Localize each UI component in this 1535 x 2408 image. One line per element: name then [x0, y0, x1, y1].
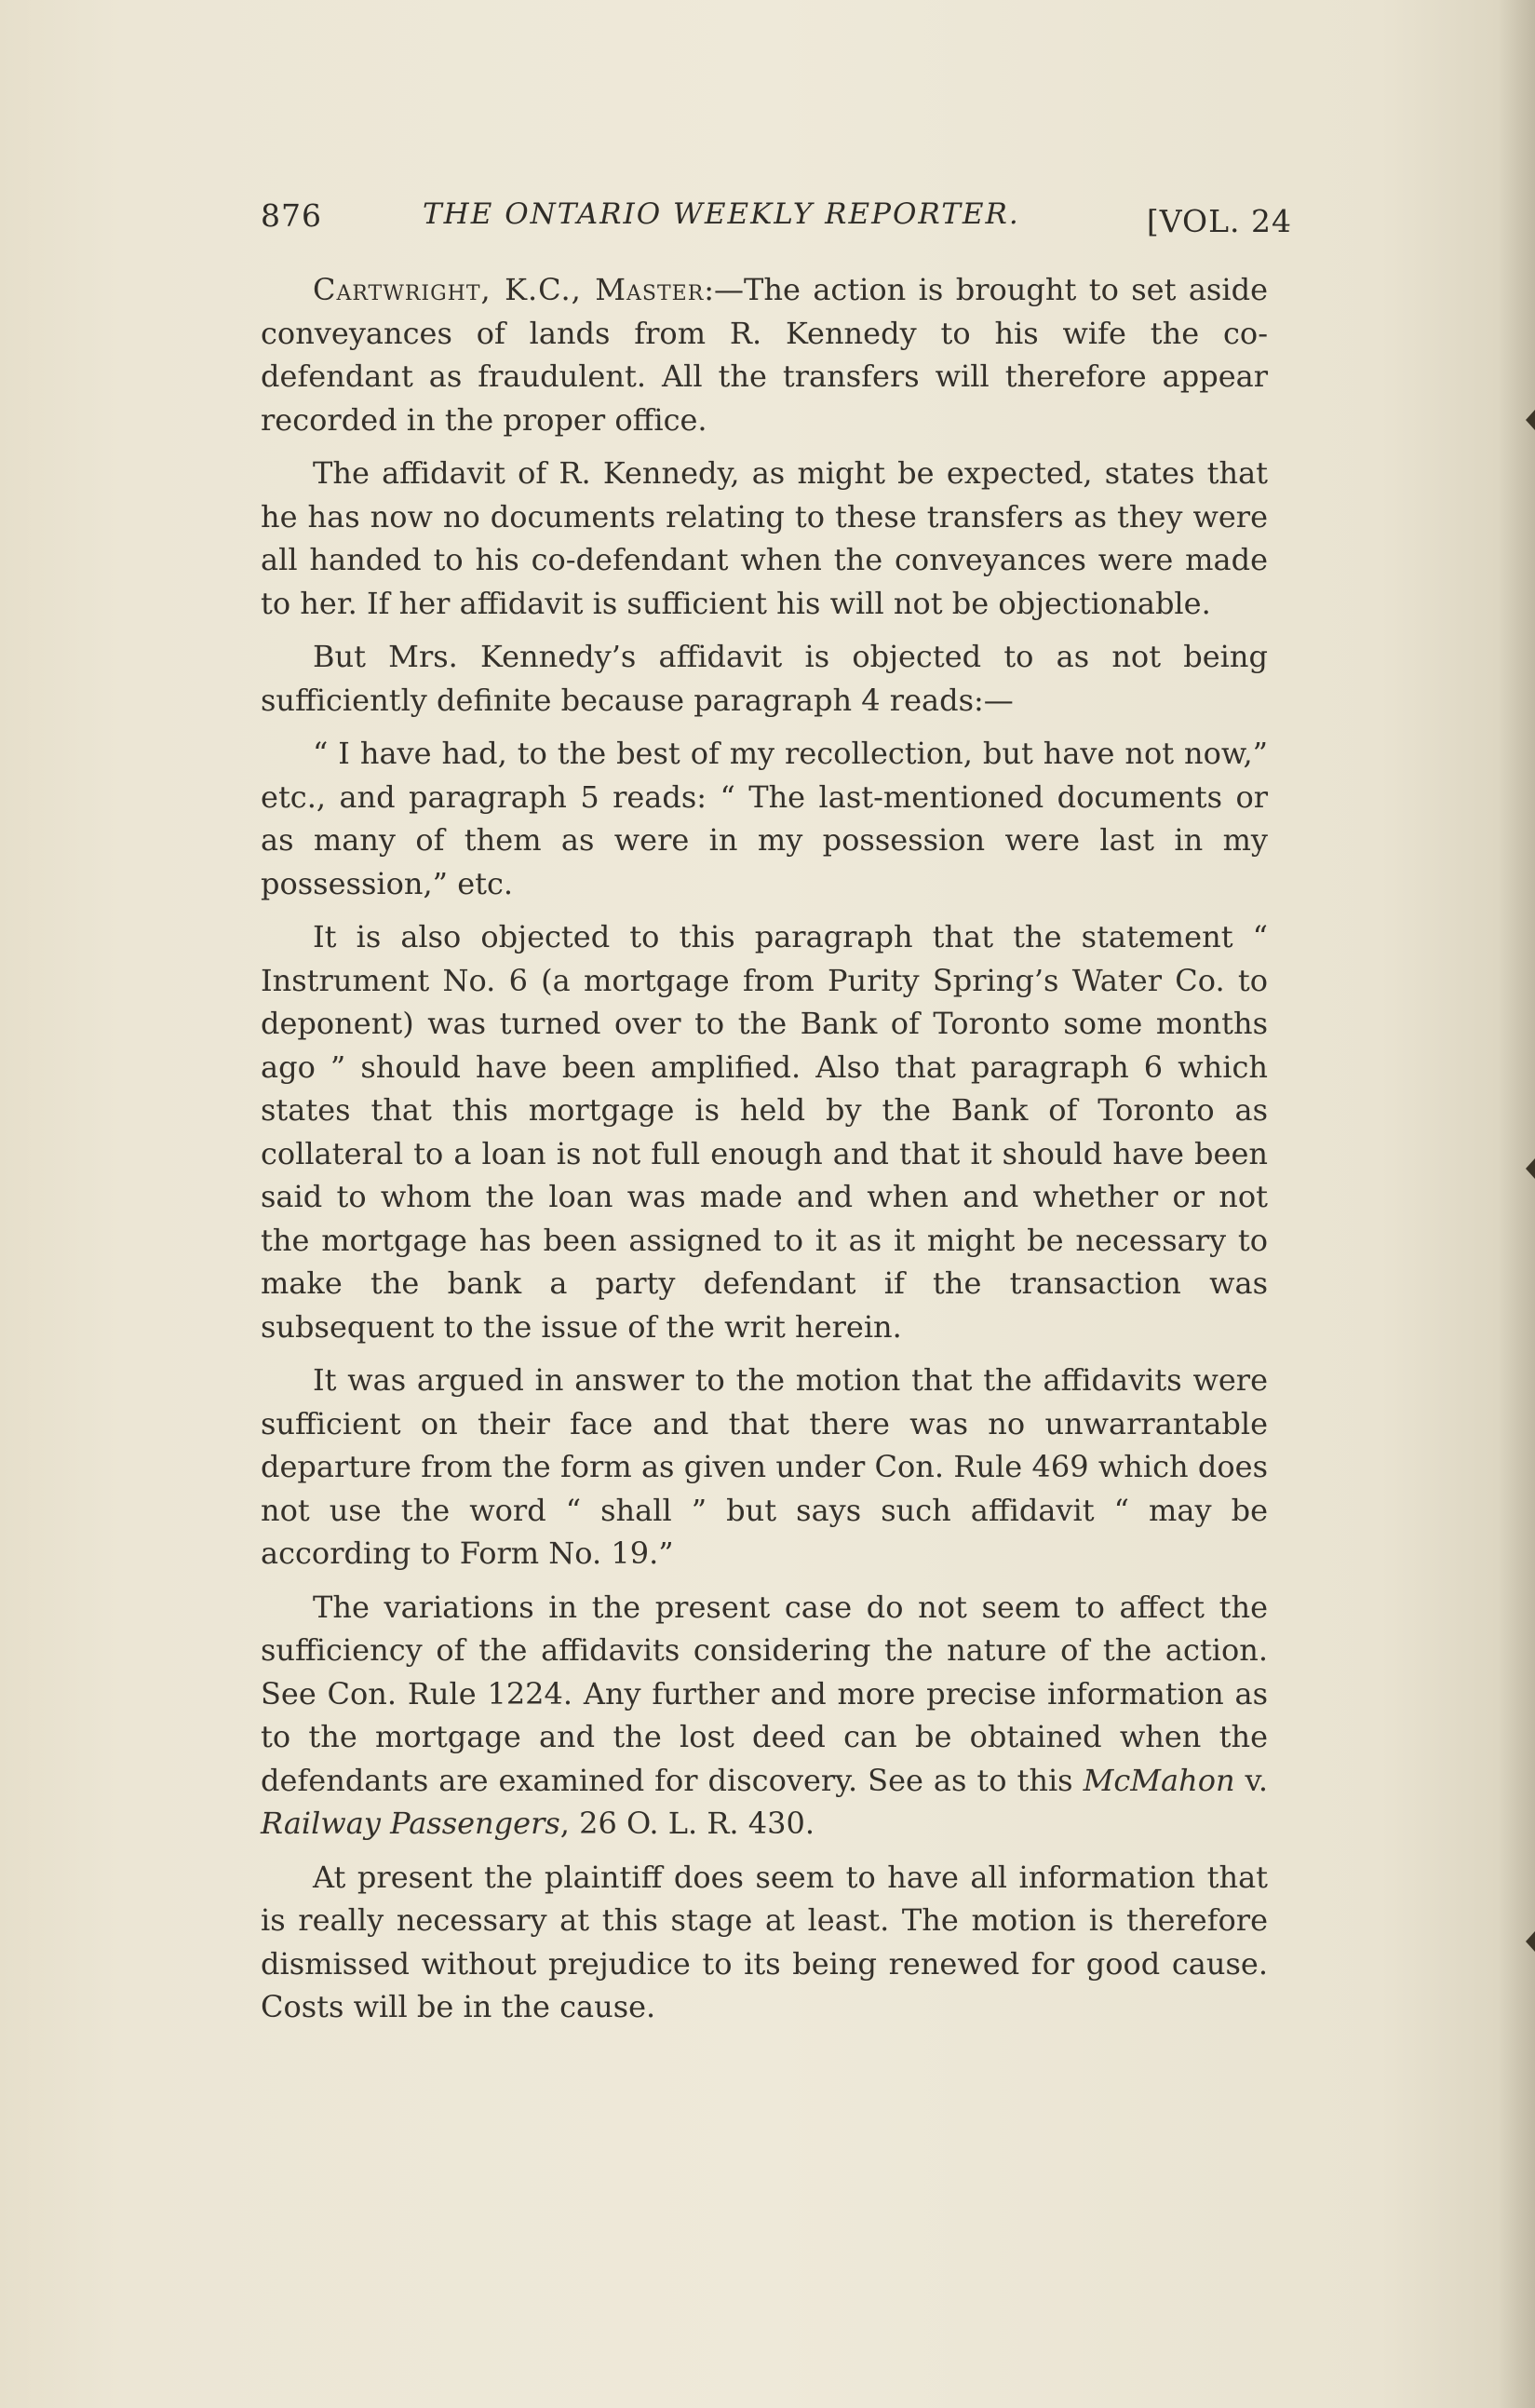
paragraph-4: “ I have had, to the best of my recollection, but have not now,” etc., and paragraph 5 reads: “ The last-mentioned documents or as many of them as were in my possession were last in my possession,” etc. [261, 736, 1268, 901]
running-title: THE ONTARIO WEEKLY REPORTER. [423, 197, 1020, 231]
speaker-name: Cartwright, K.C., Master [313, 272, 705, 307]
paragraph-1 [261, 268, 1268, 441]
paragraph-6: It was argued in answer to the motion that the affidavits were sufficient on their face and that there was no unwarrantable departure from the form as given under Con. Rule 469 which does not use the word “ shall ” but says such affidavit “ may be according to Form No. 19.” [261, 1362, 1268, 1571]
paragraph-2: The affidavit of R. Kennedy, as might be expected, states that he has now no documents relating to these transfers as they were all handed to his co-defendant when the conveyances were made to her. If her affidavit is sufficient his will not be objectionable. [261, 455, 1268, 621]
paragraph-3: But Mrs. Kennedy’s affidavit is objected to as not being sufficiently definite because paragraph 4 reads:— [261, 639, 1268, 718]
paragraph-8: At present the plaintiff does seem to have all information that is really necessary at this stage at least. The motion is therefore dismissed without prejudice to its being renewed for good cause. Costs will be in the cause. [261, 1859, 1268, 2024]
body-text [261, 268, 1268, 2039]
case-party-a: McMahon [1083, 1762, 1235, 1798]
volume-label: [VOL. 24 [1146, 203, 1292, 239]
case-versus: v. [1234, 1762, 1268, 1798]
paragraph-7 [261, 1586, 1268, 1846]
paragraph-text: :—The action is brought to set aside conveyances of lands from R. Kennedy to his wife the co-defendant as fraudulent. All the transfers will therefore appear recorded in the proper office. [261, 272, 1269, 438]
paragraph-text: The variations in the present case do not seem to affect the sufficiency of the affidavits considering the nature of the action. See Con. Rule 1224. Any further and more precise information as to the mortgage and the lost deed can be obtained when the defendants are examined for discovery. See as to this [261, 1589, 1268, 1798]
page-edge-shadow [1498, 0, 1535, 2408]
case-citation: , 26 O. L. R. 430. [559, 1806, 815, 1841]
running-header [261, 192, 1292, 237]
page-number: 876 [261, 197, 322, 234]
paragraph-5: It is also objected to this paragraph that the statement “ Instrument No. 6 (a mortgage from Purity Spring’s Water Co. to deponent) was turned over to the Bank of Toronto some months ago ” should have been amplified. Also that paragraph 6 which states that this mortgage is held by the Bank of Toronto as collateral to a loan is not full enough and that it should have been said to whom the loan was made and when and whether or not the mortgage has been assigned to it as it might be necessary to make the bank a party defendant if the transaction was subsequent to the issue of the writ herein. [261, 919, 1268, 1345]
case-party-b: Railway Passengers [261, 1806, 560, 1841]
